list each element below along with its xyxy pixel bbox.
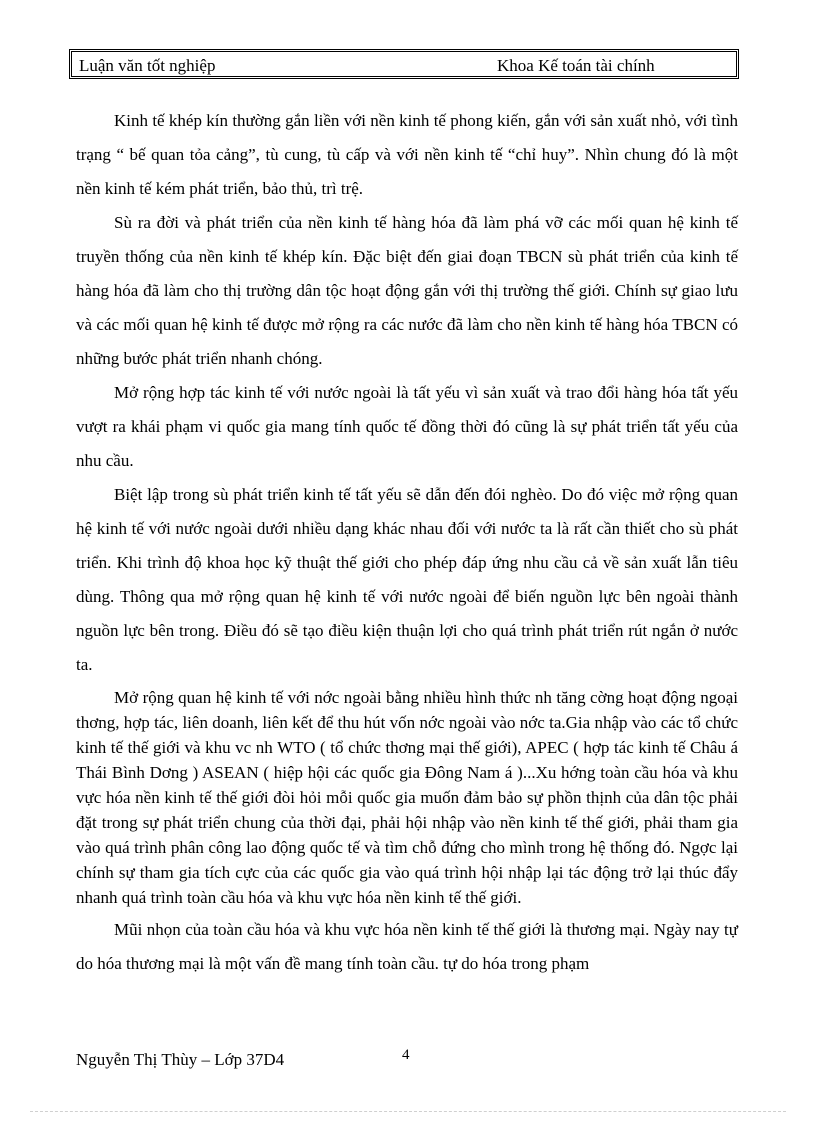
page-bottom-divider xyxy=(30,1111,786,1112)
paragraph-isolation-poverty: Biệt lập trong sù phát triển kinh tế tất yếu sẽ dẫn đến đói nghèo. Do đó việc mở rộng quan hệ kinh tế với nước ngoài dưới nhiều dạng khác nhau đối với nước ta là rất cần thiết cho sù phát triển. Khi trình độ khoa học kỹ thuật thế giới cho phép đáp ứng nhu cầu cả về sản xuất lẫn tiêu dùng. Thông qua mở rộng quan hệ kinh tế với nước ngoài để biến nguồn lực bên ngoài thành nguồn lực bên trong. Điều đó sẽ tạo điều kiện thuận lợi cho quá trình phát triển rút ngắn ở nước ta. xyxy=(76,485,738,674)
paragraph-trade-spearhead: Mũi nhọn của toàn cầu hóa và khu vực hóa nền kinh tế thế giới là thương mại. Ngày nay tự do hóa thương mại là một vấn đề mang tính toàn cầu. tự do hóa trong phạm xyxy=(76,920,738,973)
paragraph-cooperation-necessity: Mở rộng hợp tác kinh tế với nước ngoài là tất yếu vì sản xuất và trao đổi hàng hóa tất yếu vượt ra khái phạm vi quốc gia mang tính quốc tế đồng thời đó cũng là sự phát triển tất yếu của nhu cầu. xyxy=(76,383,738,470)
document-body xyxy=(76,104,738,981)
page-number: 4 xyxy=(402,1047,410,1063)
paragraph-commodity-economy: Sù ra đời và phát triển của nền kinh tế hàng hóa đã làm phá vỡ các mối quan hệ kinh tế truyền thống của nền kinh tế khép kín. Đặc biệt đến giai đoạn TBCN sù phát triển của kinh tế hàng hóa đã làm cho thị trường dân tộc hoạt động gắn với thị trường thế giới. Chính sự giao lưu và các mối quan hệ kinh tế được mở rộng ra các nước đã làm cho nền kinh tế hàng hóa TBCN có những bước phát triển nhanh chóng. xyxy=(76,213,738,368)
header-department-label: Khoa Kế toán tài chính xyxy=(497,56,655,75)
footer-author: Nguyễn Thị Thùy – Lớp 37D4 xyxy=(76,1050,285,1069)
page-header xyxy=(69,49,739,79)
paragraph-integration-forms: Mở rộng quan hệ kinh tế với nớc ngoài bằng nhiều hình thức nh tăng cờng hoạt động ngoại thơng, hợp tác, liên doanh, liên kết để thu hút vốn nớc ngoài vào nớc ta.Gia nhập vào các tổ chức kinh tế thế giới và khu vc nh WTO ( tổ chức thơng mại thế giới), APEC ( hợp tác kinh tế Châu á Thái Bình Dơng ) ASEAN ( hiệp hội các quốc gia Đông Nam á )...Xu hớng toàn cầu hóa và khu vực hóa nền kinh tế thế giới đòi hỏi mỗi quốc gia muốn đảm bảo sự phồn thịnh của dân tộc phải đặt trong sự phát triển chung của thời đại, phải hội nhập vào nền kinh tế thế giới, phải tham gia vào quá trình phân công lao động quốc tế và tìm chỗ đứng cho mình trong hệ thống đó. Ngợc lại chính sự tham gia tích cực của các quốc gia vào quá trình hội nhập lại tác động trở lại thúc đẩy nhanh quá trình toàn cầu hóa và khu vực hóa nền kinh tế thế giới. xyxy=(76,688,738,907)
paragraph-closed-economy: Kinh tế khép kín thường gắn liền với nền kinh tế phong kiến, gắn với sản xuất nhỏ, với tình trạng “ bế quan tỏa cảng”, tù cung, tù cấp và với nền kinh tế “chỉ huy”. Nhìn chung đó là một nền kinh tế kém phát triển, bảo thủ, trì trệ. xyxy=(76,111,738,198)
header-thesis-label: Luận văn tốt nghiệp xyxy=(79,56,216,75)
